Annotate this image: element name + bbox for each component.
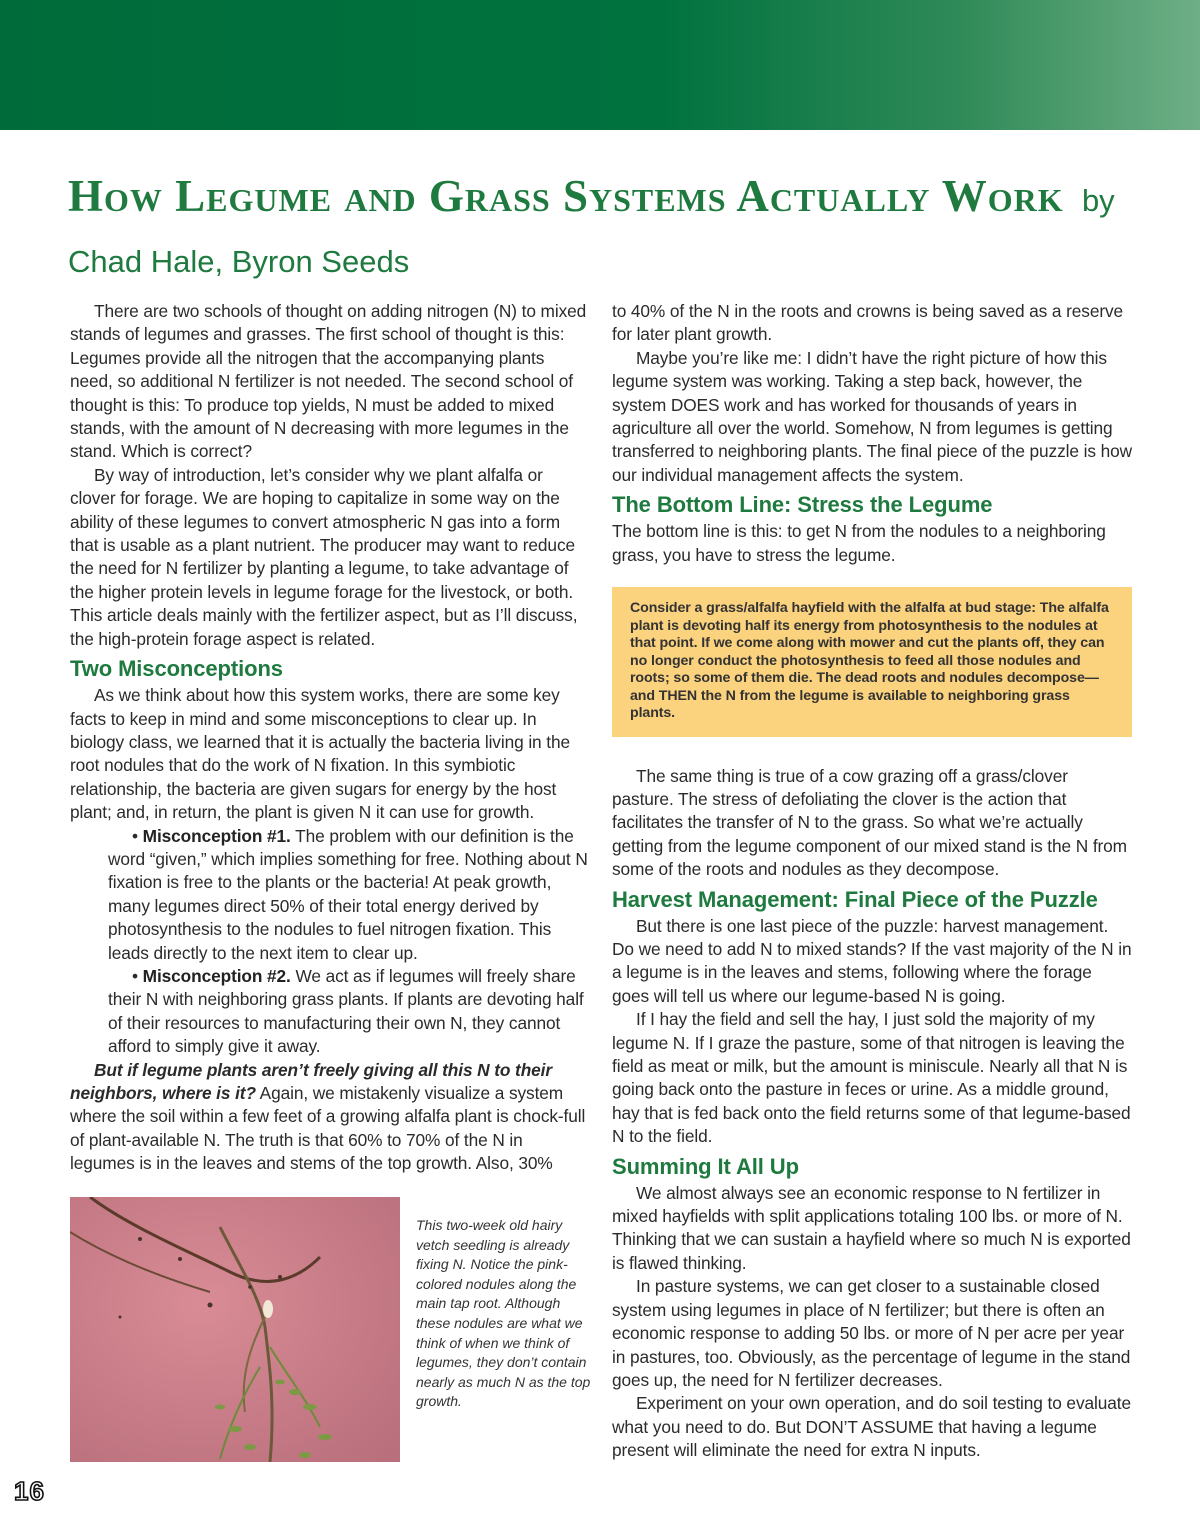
- paragraph: [70, 1059, 590, 1176]
- paragraph: Maybe you’re like me: I didn’t have the right picture of how this legume system was working. Taking a step back, however, the system DOES work and has worked for thousands of years in agriculture all over the world. Somehow, N from legumes is getting transferred to neighboring plants. The final piece of the puzzle is how our individual management affects the system.: [612, 347, 1132, 485]
- section-heading: The Bottom Line: Stress the Legume: [612, 492, 993, 518]
- bullet-text: The problem with our definition is the word “given,” which implies something for free. Nothing about N fixation is free to the plants or the bacteria! At peak growth, many legumes direct 50% of their total energy derived by photosynthesis to the nodules to fuel nitrogen fixation. This leads directly to the next item to clear up.: [108, 825, 588, 963]
- paragraph: to 40% of the N in the roots and crowns is being saved as a reserve for later plant growth.: [612, 301, 1124, 345]
- bullet-text: We act as if legumes will freely share their N with neighboring grass plants. If plants are devoting half of their resources to manufacturing their own N, they cannot afford to simply give it away.: [108, 965, 584, 1057]
- callout-box: Consider a grass/alfalfa hayfield with the alfalfa at bud stage: The alfalfa plant is devoting half its energy from photosynthesis to the nodules at that point. If we come along with mower and cut the plants off, they can no longer conduct the photosynthesis to feed all those nodules and roots; so some of them die. The dead roots and nodules decompose—and THEN the N from the legume is available to neighboring grass plants.: [612, 587, 1132, 737]
- bullet-label: Misconception #1.: [142, 825, 291, 846]
- paragraph: In pasture systems, we can get closer to a sustainable closed system using legumes in place of N fertilizer; but there is often an economic response to adding 50 lbs. or more of N per acre per year in pastures, too. Obviously, as the percentage of legume in the stand goes up, the need for N fertilizer decreases.: [612, 1276, 1131, 1390]
- paragraph: As we think about how this system works, there are some key facts to keep in mind and some misconceptions to clear up. In biology class, we learned that it is actually the bacteria living in the root nodules that do the work of N fixation. In this symbiotic relationship, the bacteria are given sugars for energy by the host plant; and, in return, the plant is given N it can use for growth.: [70, 685, 570, 823]
- section-heading: Two Misconceptions: [70, 656, 283, 682]
- title-text: How Legume and Grass Systems Actually Work: [68, 171, 1064, 221]
- photo-caption: This two-week old hairy vetch seedling is already fixing N. Notice the pink-colored nodules along the main tap root. Although these nodules are what we think of when we think of legumes, they don’t contain nearly as much N as the top growth.: [416, 1217, 591, 1410]
- paragraph: The bottom line is this: to get N from the nodules to a neighboring grass, you have to stress the legume.: [612, 521, 1106, 565]
- section-heading: Harvest Management: Final Piece of the Puzzle: [612, 886, 1098, 912]
- lead-in-question: But if legume plants aren’t freely giving all this N to their neighbors, where is it?: [70, 1059, 552, 1103]
- paragraph: The same thing is true of a cow grazing off a grass/clover pasture. The stress of defoliating the clover is the action that facilitates the transfer of N to the grass. So what we’re actually getting from the legume component of our mixed stand is the N from some of the roots and nodules as they decompose.: [612, 765, 1127, 880]
- paragraph: But there is one last piece of the puzzle: harvest management. Do we need to add N to mixed stands? If the vast majority of the N in a legume is in the leaves and stems, following where the forage goes will tell us where our legume-based N is going.: [612, 915, 1132, 1006]
- paragraph-text: Again, we mistakenly visualize a system where the soil within a few feet of a growing alfalfa plant is chock-full of plant-available N. The truth is that 60% to 70% of the N in legumes is in the leaves and stems of the top growth. Also, 30%: [70, 1083, 586, 1174]
- byline: by Chad Hale, Byron Seeds: [68, 183, 1115, 279]
- paragraph: If I hay the field and sell the hay, I just sold the majority of my legume N. If I graze the pasture, some of that nitrogen is leaving the field as meat or milk, but the amount is miniscule. Nearly all that N is going back onto the pasture in feces or urine. As a middle ground, hay that is fed back onto the field returns some of that legume-based N to the field.: [612, 1009, 1131, 1147]
- right-column: [612, 300, 1132, 1463]
- header-band: [0, 0, 1200, 130]
- bullet-label: Misconception #2.: [142, 965, 291, 986]
- paragraph: There are two schools of thought on adding nitrogen (N) to mixed stands of legumes and grasses. The first school of thought is this: Legumes provide all the nitrogen that the accompanying plants need, so additional N fertilizer is not needed. The second school of thought is this: To produce top yields, N must be added to mixed stands, with the amount of N decreasing with more legumes in the stand. Which is correct?: [70, 301, 587, 462]
- article-title: [68, 168, 1168, 290]
- paragraph: Experiment on your own operation, and do soil testing to evaluate what you need to do. But DON’T ASSUME that having a legume present will eliminate the need for extra N inputs.: [612, 1393, 1131, 1461]
- paragraph: We almost always see an economic response to N fertilizer in mixed hayfields with split applications totaling 100 lbs. or more of N. Thinking that we can sustain a hayfield where so much N is exported is flawed thinking.: [612, 1182, 1131, 1273]
- left-column: [70, 300, 590, 1176]
- bullet-item: • Misconception #2. We act as if legumes will freely share their N with neighboring grass plants. If plants are devoting half of their resources to manufacturing their own N, they cannot afford to simply give it away.: [108, 965, 584, 1057]
- paragraph: By way of introduction, let’s consider why we plant alfalfa or clover for forage. We are hoping to capitalize in some way on the ability of these legumes to convert atmospheric N gas into a form that is usable as a plant nutrient. The producer may want to reduce the need for N fertilizer by planting a legume, to take advantage of the higher protein levels in legume forage for the livestock, or both. This article deals mainly with the fertilizer aspect, but as I’ll discuss, the high-protein forage aspect is related.: [70, 464, 578, 649]
- section-heading: Summing It All Up: [612, 1153, 799, 1179]
- page-number: 16: [14, 1476, 45, 1506]
- seedling-illustration: [70, 1197, 400, 1462]
- bullet-item: • Misconception #1. The problem with our definition is the word “given,” which implies something for free. Nothing about N fixation is free to the plants or the bacteria! At peak growth, many legumes direct 50% of their total energy derived by photosynthesis to the nodules to fuel nitrogen fixation. This leads directly to the next item to clear up.: [108, 825, 588, 963]
- seedling-photo: [70, 1197, 400, 1462]
